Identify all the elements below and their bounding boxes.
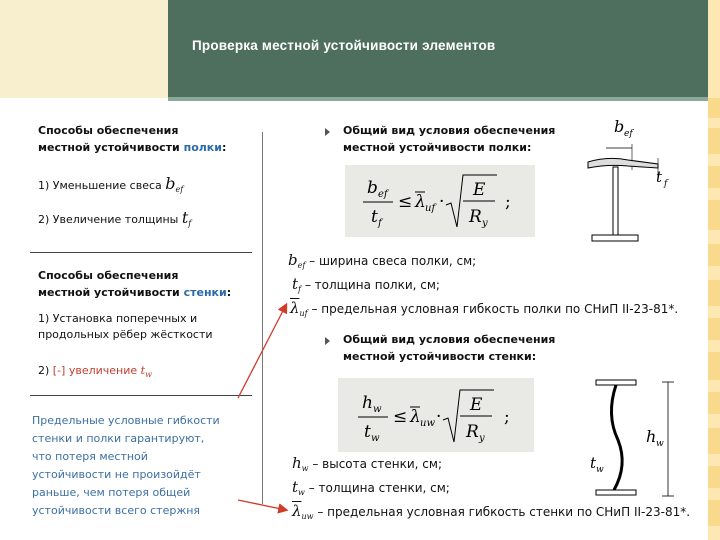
svg-text:b: b: [614, 117, 625, 136]
svg-text:·: ·: [436, 407, 442, 427]
flange-keyword: полки: [183, 141, 222, 154]
flange-condition-line1: Общий вид условия обеспечения: [343, 124, 556, 137]
bullet-icon: [325, 337, 330, 345]
note-paragraph: Предельные условные гибкости стенки и полки гарантируют, что потеря местной устойчивости не произойдёт раньше, чем потеря общей устойчивости всего стержня: [32, 414, 220, 517]
svg-text:R: R: [469, 207, 482, 227]
flange-def-3: $\overline{\lambda}_{uf}$ – предельная условная гибкость полки по СНиП II-23-81*.: [290, 299, 679, 318]
svg-text:h: h: [646, 427, 657, 446]
svg-text:h: h: [362, 393, 373, 413]
svg-text:ef: ef: [378, 189, 388, 200]
bullet-icon: [325, 128, 330, 136]
web-method-1-line2: продольных рёбер жёсткости: [38, 328, 213, 341]
svg-text:uw: uw: [420, 418, 435, 429]
web-buckling-figure: [582, 370, 692, 510]
svg-text:uf: uf: [425, 203, 436, 214]
flange-formula-den: t: [371, 207, 378, 227]
svg-text:λ: λ: [410, 407, 421, 427]
web-methods-heading-line1: Способы обеспечения: [38, 269, 179, 282]
flange-i-section-figure: [578, 110, 688, 250]
svg-text:E: E: [473, 180, 486, 200]
web-condition-line1: Общий вид условия обеспечения: [343, 333, 556, 346]
flange-condition-line2: местной устойчивости полки:: [343, 141, 532, 154]
web-method-2: 2) [-] увеличение $t_w$: [38, 364, 152, 379]
svg-text:f: f: [378, 218, 382, 229]
page-title: Проверка местной устойчивости элементов: [192, 38, 496, 53]
svg-text:w: w: [373, 404, 382, 415]
svg-text:t: t: [590, 454, 597, 472]
svg-text:;: ;: [504, 407, 510, 427]
arrow-to-flange-slenderness: [238, 305, 286, 398]
web-def-2: $t_w$ – толщина стенки, см;: [292, 478, 450, 497]
flange-method-2: 2) Увеличение толщины $t_f$: [38, 208, 192, 228]
flange-formula: [345, 165, 535, 237]
flange-method-1: 1) Уменьшение свеса $b_{ef}$: [38, 174, 184, 194]
web-method-1-line1: 1) Установка поперечных и: [38, 312, 198, 325]
svg-text:ef: ef: [624, 129, 633, 139]
web-keyword: стенки: [183, 286, 227, 299]
flange-def-1: $b_{ef}$ – ширина свеса полки, см;: [288, 251, 477, 270]
svg-text:y: y: [479, 433, 485, 444]
svg-text:w: w: [656, 439, 664, 449]
svg-text:E: E: [470, 395, 483, 415]
svg-text:f: f: [664, 179, 668, 189]
svg-text:t: t: [364, 422, 371, 442]
svg-text:;: ;: [505, 192, 511, 212]
web-condition-line2: местной устойчивости стенки:: [343, 350, 537, 363]
web-def-3: $\overline{\lambda}_{uw}$ – предельная условная гибкость стенки по СНиП II-23-81*.: [292, 502, 691, 521]
web-def-1: $h_w$ – высота стенки, см;: [292, 454, 442, 473]
svg-text:λ: λ: [415, 192, 426, 212]
svg-text:R: R: [466, 422, 479, 442]
flange-formula-num: b: [367, 178, 378, 198]
svg-text:w: w: [596, 465, 604, 475]
svg-text:w: w: [371, 433, 380, 444]
web-methods-heading-line2: местной устойчивости стенки:: [38, 286, 232, 299]
arrow-to-web-slenderness: [238, 500, 286, 510]
flange-def-2: $t_f$ – толщина полки, см;: [292, 275, 440, 294]
svg-text:≤: ≤: [398, 192, 413, 212]
web-formula: [338, 378, 534, 452]
svg-text:t: t: [656, 168, 663, 186]
svg-text:≤: ≤: [393, 407, 408, 427]
svg-text:y: y: [482, 218, 488, 229]
svg-text:·: ·: [439, 192, 445, 212]
flange-methods-heading-line2: местной устойчивости полки:: [38, 141, 227, 154]
flange-methods-heading-line1: Способы обеспечения: [38, 124, 179, 137]
